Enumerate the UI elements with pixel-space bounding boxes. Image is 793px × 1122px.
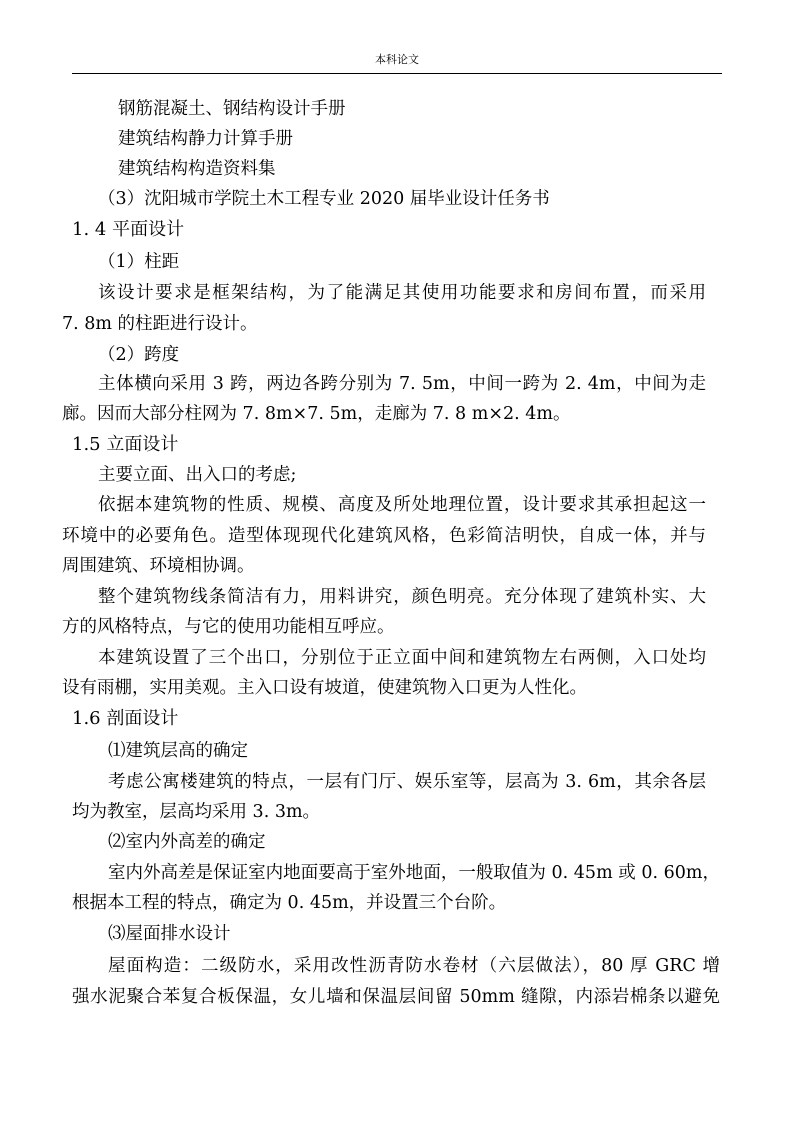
paragraph-line: 设有雨棚，实用美观。主入口设有坡道，使建筑物入口更为人性化。 <box>62 678 587 698</box>
subsection-heading: ⑴建筑层高的确定 <box>108 741 248 761</box>
subsection-heading: （2）跨度 <box>98 345 180 365</box>
paragraph-line: 周围建筑、环境相协调。 <box>62 556 255 576</box>
paragraph-line: 根据本工程的特点，确定为 0. 45m，并设置三个台阶。 <box>72 893 507 913</box>
paragraph-line: 均为教室，层高均采用 3. 3m。 <box>72 802 321 822</box>
paragraph-line: 7. 8m 的柱距进行设计。 <box>62 314 258 334</box>
section-heading: 1. 4 平面设计 <box>72 219 185 240</box>
paragraph-line: 主体横向采用 3 跨，两边各跨分别为 7. 5m，中间一跨为 2. 4m，中间为走 <box>98 374 706 394</box>
paragraph-line: 环境中的必要角色。造型体现现代化建筑风格，色彩简洁明快，自成一体，并与 <box>62 526 706 546</box>
reference-item: 建筑结构构造资料集 <box>118 159 276 179</box>
paragraph-line: 整个建筑物线条简洁有力，用料讲究，颜色明亮。充分体现了建筑朴实、大 <box>98 587 706 607</box>
header-divider <box>72 73 722 74</box>
section-heading: 1.6 剖面设计 <box>72 708 179 729</box>
paragraph-line: 屋面构造：二级防水，采用改性沥青防水卷材（六层做法），80 厚 GRC 增 <box>108 956 720 976</box>
subsection-heading: （1）柱距 <box>98 252 180 272</box>
paragraph-line: 室内外高差是保证室内地面要高于室外地面，一般取值为 0. 45m 或 0. 60m， <box>108 863 720 883</box>
paragraph-line: 方的风格特点，与它的使用功能相互呼应。 <box>62 617 395 637</box>
subsection-heading: ⑶屋面排水设计 <box>108 924 231 944</box>
subsection-heading: ⑵室内外高差的确定 <box>108 832 266 852</box>
paragraph-line: 主要立面、出入口的考虑; <box>98 465 297 485</box>
reference-item: （3）沈阳城市学院土木工程专业 2020 届毕业设计任务书 <box>98 189 550 209</box>
paragraph-line: 依据本建筑物的性质、规模、高度及所处地理位置，设计要求其承担起这一 <box>98 495 706 515</box>
paragraph-line: 廊。因而大部分柱网为 7. 8m×7. 5m，走廊为 7. 8 m×2. 4m。 <box>62 404 571 424</box>
page-header: 本科论文 <box>375 53 419 66</box>
section-heading: 1.5 立面设计 <box>72 434 179 455</box>
paragraph-line: 本建筑设置了三个出口，分别位于正立面中间和建筑物左右两侧，入口处均 <box>98 648 706 668</box>
paragraph-line: 强水泥聚合苯复合板保温，女儿墙和保温层间留 50mm 缝隙，内添岩棉条以避免 <box>72 987 720 1007</box>
paragraph-line: 该设计要求是框架结构，为了能满足其使用功能要求和房间布置，而采用 <box>98 283 706 303</box>
reference-item: 钢筋混凝土、钢结构设计手册 <box>118 99 346 119</box>
reference-item: 建筑结构静力计算手册 <box>118 129 293 149</box>
paragraph-line: 考虑公寓楼建筑的特点，一层有门厅、娱乐室等，层高为 3. 6m，其余各层 <box>108 772 706 792</box>
